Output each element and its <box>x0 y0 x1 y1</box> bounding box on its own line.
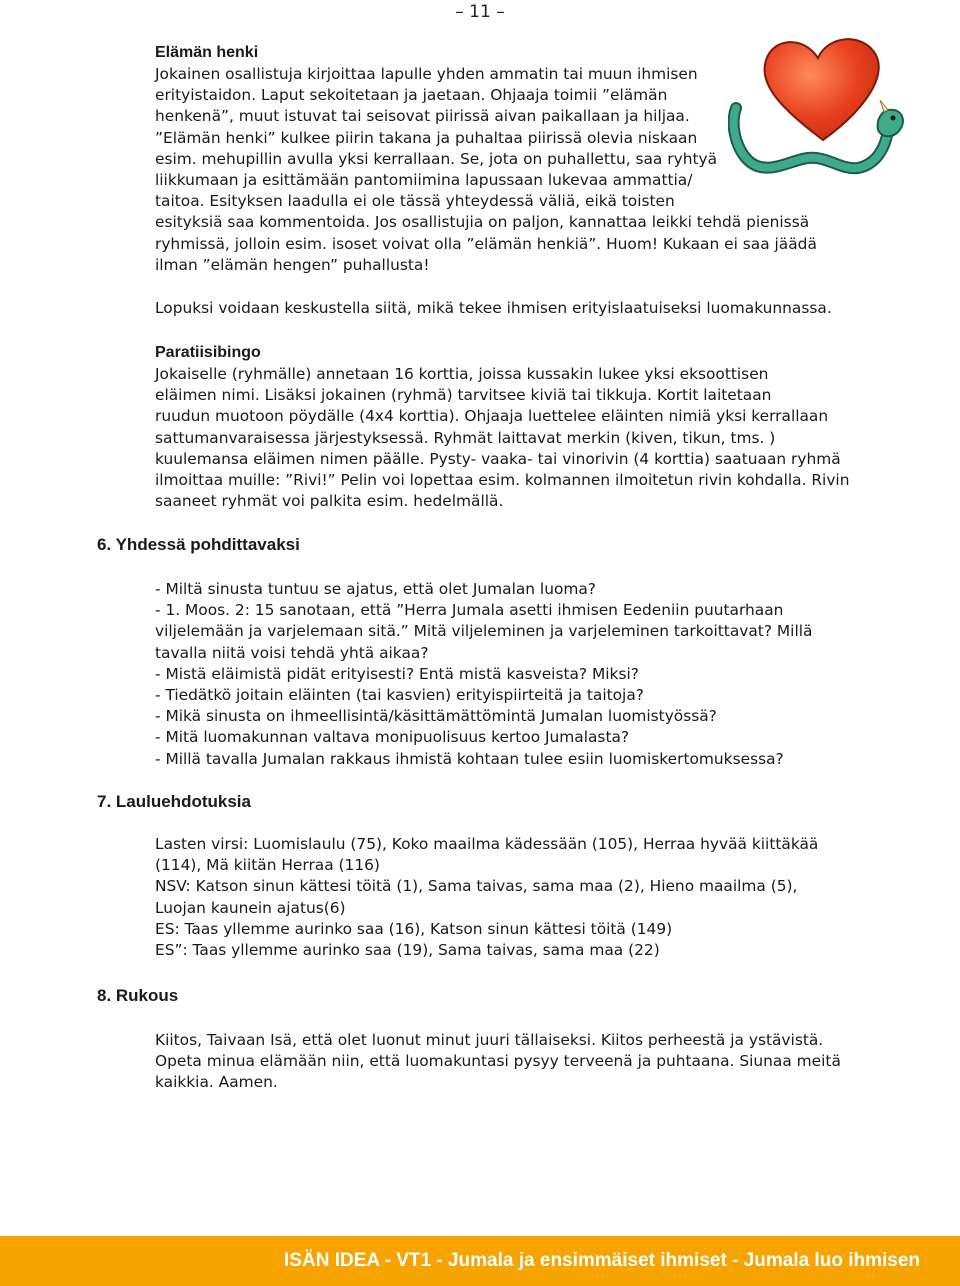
footer-title: ISÄN IDEA - VT1 - Jumala ja ensimmäiset ihmiset - Jumala luo ihmisen <box>284 1250 920 1271</box>
text-line: ilman ”elämän hengen” puhallusta! <box>155 255 430 274</box>
question-line: - 1. Moos. 2: 15 sanotaan, että ”Herra Jumala asetti ihmisen Eedeniin puutarhaan <box>155 601 784 620</box>
elaman-henki-section <box>155 42 835 276</box>
snake-head <box>878 110 903 137</box>
text-line: saaneet ryhmät voi palkita esim. hedelmällä. <box>155 492 504 511</box>
elaman-henki-title: Elämän henki <box>155 44 259 61</box>
text-line: sattumanvaraisessa järjestyksessä. Ryhmät laittavat merkin (kiven, tikun, tms. ) <box>155 428 776 447</box>
text-line: ilmoittaa muille: ”Rivi!” Pelin voi lopettaa esim. kolmannen ilmoitetun rivin kohdalla. Rivin <box>155 471 850 490</box>
page-number: – 11 – <box>455 2 505 22</box>
text-line: Lopuksi voidaan keskustella siitä, mikä tekee ihmisen erityislaatuiseksi luomakunnassa. <box>155 299 832 317</box>
question-line: - Mistä eläimistä pidät erityisesti? Entä mistä kasveista? Miksi? <box>155 664 639 683</box>
song-line: ES”: Taas yllemme aurinko saa (19), Sama taivas, sama maa (22) <box>155 941 660 960</box>
section-8-prayer <box>155 1030 841 1094</box>
text-line: Jokaiselle (ryhmälle) annetaan 16 korttia, joissa kussakin lukee yksi eksoottisen <box>155 365 769 383</box>
prayer-line: Kiitos, Taivaan Isä, että olet luonut minut juuri tällaiseksi. Kiitos perheestä ja ystävistä. <box>155 1031 824 1049</box>
question-line: - Mikä sinusta on ihmeellisintä/käsittämättömintä Jumalan luomistyössä? <box>155 707 717 726</box>
footer-bar <box>0 1236 960 1286</box>
text-line: erityistaidon. Laput sekoitetaan ja jaetaan. Ohjaaja toimii ”elämän <box>155 86 668 105</box>
section-6-questions <box>155 579 835 770</box>
text-line: liikkumaan ja esittämään pantomiimina lapussaan lukevaa ammattia/ <box>155 171 693 190</box>
text-line: ryhmissä, jolloin esim. isoset voivat olla ”elämän henkiä”. Huom! Kukaan ei saa jäädä <box>155 234 817 253</box>
section-6-title: 6. Yhdessä pohdittavaksi <box>97 535 300 554</box>
text-line: eläimen nimi. Lisäksi jokainen (ryhmä) tarvitsee kiviä tai tikkuja. Kortit laitetaan <box>155 386 772 405</box>
question-line: - Miltä sinusta tuntuu se ajatus, että olet Jumalan luoma? <box>155 580 596 598</box>
question-line: - Tiedätkö joitain eläinten (tai kasvien) erityispiirteitä ja taitoja? <box>155 686 644 705</box>
elaman-henki-closing <box>155 298 835 319</box>
question-line: tavalla niitä voisi tehdä yhtä aikaa? <box>155 643 429 662</box>
text-line: ”Elämän henki” kulkee piirin takana ja puhaltaa piirissä olevia niskaan <box>155 128 698 147</box>
section-8-title: 8. Rukous <box>97 986 179 1005</box>
prayer-line: Opeta minua elämään niin, että luomakuntasi pysyy terveenä ja puhtaana. Siunaa meitä <box>155 1052 841 1071</box>
text-line: Jokainen osallistuja kirjoittaa lapulle yhden ammatin tai muun ihmisen <box>155 65 698 83</box>
paratiisibingo-title: Paratiisibingo <box>155 344 261 361</box>
song-line: Lasten virsi: Luomislaulu (75), Koko maailma kädessään (105), Herraa hyvää kiittäkää <box>155 835 819 853</box>
song-line: Luojan kaunein ajatus(6) <box>155 898 346 917</box>
section-7-title: 7. Lauluehdotuksia <box>97 792 251 811</box>
text-line: esim. mehupillin avulla yksi kerrallaan. Se, jota on puhallettu, saa ryhtyä <box>155 149 718 168</box>
song-line: NSV: Katson sinun kättesi töitä (1), Sama taivas, sama maa (2), Hieno maailma (5), <box>155 877 798 896</box>
text-line: esityksiä saa kommentoida. Jos osallistujia on paljon, kannattaa leikki tehdä pienissä <box>155 213 810 232</box>
text-line: kuulemansa eläimen nimen päälle. Pysty- vaaka- tai vinorivin (4 korttia) saatuaan ryhmä <box>155 449 841 468</box>
text-line: taitoa. Esityksen laadulla ei ole tässä yhteydessä väliä, eikä toisten <box>155 192 675 211</box>
song-line: (114), Mä kiitän Herraa (116) <box>155 856 380 875</box>
paratiisibingo-section <box>155 342 850 512</box>
text-line: henkenä”, muut istuvat tai seisovat piirissä aivan paikallaan ja hiljaa. <box>155 107 690 126</box>
question-line: - Millä tavalla Jumalan rakkaus ihmistä kohtaan tulee esiin luomiskertomuksessa? <box>155 749 784 768</box>
question-line: - Mitä luomakunnan valtava monipuolisuus kertoo Jumalasta? <box>155 728 630 747</box>
text-line: ruudun muotoon pöydälle (4x4 korttia). Ohjaaja luettelee eläinten nimiä yksi kerrallaan <box>155 407 829 426</box>
song-line: ES: Taas yllemme aurinko saa (16), Katson sinun kättesi töitä (149) <box>155 919 673 938</box>
prayer-line: kaikkia. Aamen. <box>155 1073 278 1092</box>
section-7-songs <box>155 834 835 961</box>
question-line: viljelemään ja varjelemaan sitä.” Mitä viljeleminen ja varjeleminen tarkoittavat? Millä <box>155 622 813 641</box>
